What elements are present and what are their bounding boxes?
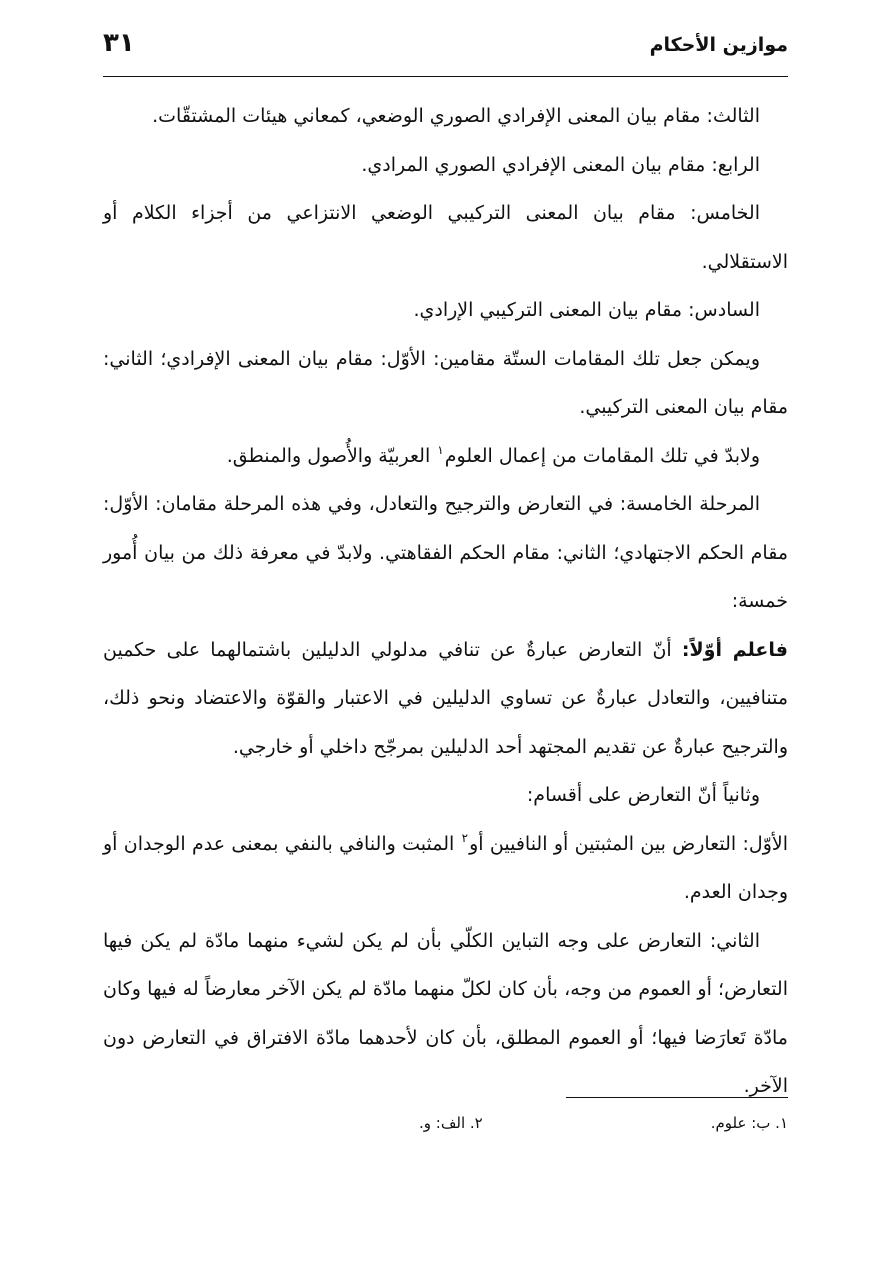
paragraph-first-type	[103, 820, 788, 917]
paragraph-sciences	[103, 432, 788, 481]
page-header	[103, 28, 788, 77]
body-text	[103, 92, 788, 1111]
paragraph-sciences-text-start: ولابدّ في تلك المقامات من إعمال العلوم	[444, 444, 760, 467]
paragraph-first-point-lead: فاعلم أوّلاً:	[681, 638, 788, 661]
paragraph-fourth-stage: الرابع: مقام بيان المعنى الإفرادي الصوري المرادي.	[361, 153, 760, 176]
footnote-1: ١. ب: علوم.	[710, 1114, 788, 1132]
paragraph-first-type-text-start: الأوّل: التعارض بين المثبتين أو النافيين أو	[469, 832, 788, 855]
footnote-separator	[566, 1097, 788, 1098]
paragraph-second-type: الثاني: التعارض على وجه التباين الكلّي بأن لم يكن لشيء منهما مادّة لم يكن فيها التعارض؛ أو العموم من وجه، بأن كان لكلّ منهما مادّة لم يكن الآخر معارضاً له فيها وكان مادّة تَعارَضا فيها؛ أو العموم المطلق، بأن كان لأحدهما مادّة الافتراق في التعارض دون الآخر.	[103, 929, 788, 1097]
paragraph-sixth-stage: السادس: مقام بيان المعنى التركيبي الإرادي.	[413, 299, 760, 321]
paragraph-first-point-text: أنّ التعارض عبارةٌ عن تنافي مدلولي الدليلين باشتمالهما على حكمين متنافيين، والتعادل عبارةٌ عن تساوي الدليلين في الاعتبار والقوّة والاعتضاد ونحو ذلك، والترجيح عبارةٌ عن تقديم المجتهد أحد الدليلين بمرجّح داخلي أو خارجي.	[103, 638, 788, 758]
running-title: موازين الأحكام	[649, 34, 788, 56]
paragraph-two-stages: ويمكن جعل تلك المقامات الستّة مقامين: الأوّل: مقام بيان المعنى الإفرادي؛ الثاني: مقام بيان المعنى التركيبي.	[103, 347, 788, 418]
paragraph-first-point	[103, 626, 788, 772]
footnote-marker-1: ١	[437, 442, 444, 457]
paragraph-second-point: وثانياً أنّ التعارض على أقسام:	[526, 784, 760, 806]
footnote-marker-2: ٢	[461, 830, 469, 845]
footnote-2: ٢. الف: و.	[419, 1114, 483, 1132]
paragraph-first-type-text-end: المثبت والنافي بالنفي بمعنى عدم الوجدان أو وجدان العدم.	[103, 832, 788, 903]
page-number: ٣١	[103, 28, 135, 58]
paragraph-fifth-phase: المرحلة الخامسة: في التعارض والترجيح والتعادل، وفي هذه المرحلة مقامان: الأوّل: مقام الحكم الاجتهادي؛ الثاني: مقام الحكم الفقاهتي. ولابدّ في معرفة ذلك من بيان أُمور خمسة:	[103, 493, 788, 612]
paragraph-third-stage: الثالث: مقام بيان المعنى الإفرادي الصوري الوضعي، كمعاني هيئات المشتقّات.	[152, 105, 760, 127]
paragraph-sciences-text-end: العربيّة والأُصول والمنطق.	[226, 444, 437, 467]
footnotes	[103, 1114, 788, 1132]
paragraph-fifth-stage: الخامس: مقام بيان المعنى التركيبي الوضعي الانتزاعي من أجزاء الكلام أو الاستقلالي.	[103, 202, 788, 273]
